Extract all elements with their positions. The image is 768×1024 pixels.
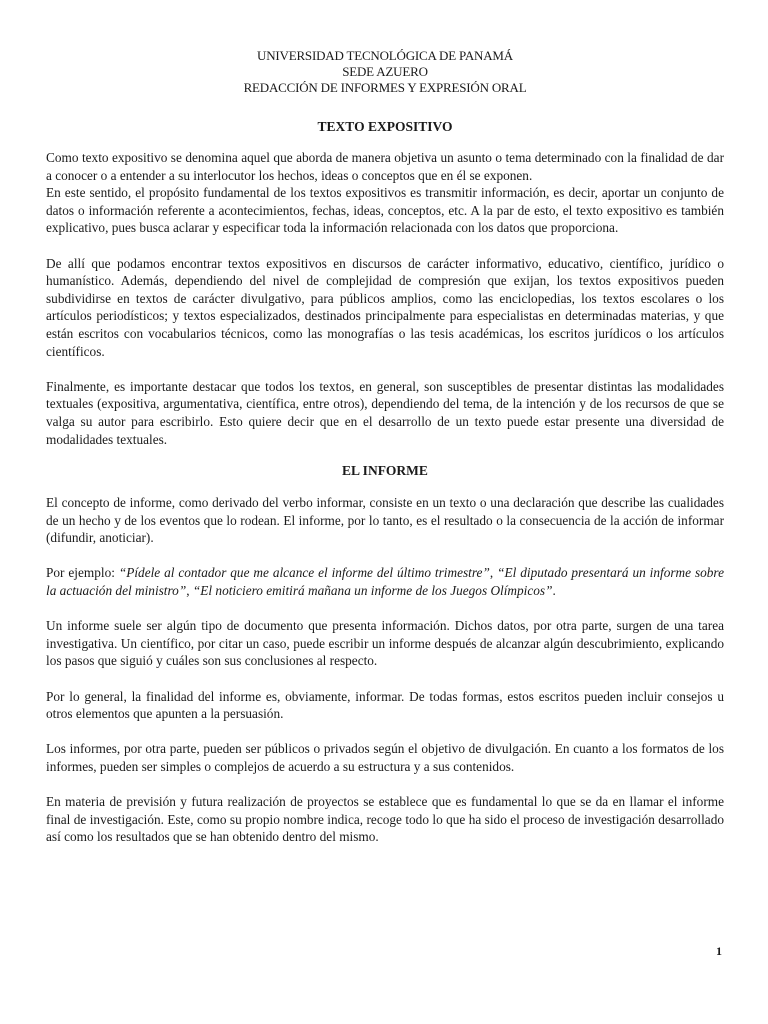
paragraph: Finalmente, es importante destacar que todos los textos, en general, son susceptibles de presentar distintas las modalidades textuales (expositiva, argumentativa, científica, entre otros), dependiendo del tema, de la intención y de los recursos de que se valga su autor para escribirlo. Esto quiere decir que en el desarrollo de un texto puede estar presente una diversidad de modalidades textuales. xyxy=(46,378,724,447)
paragraph: De allí que podamos encontrar textos expositivos en discursos de carácter informativo, educativo, científico, jurídico o humanístico. Además, dependiendo del nivel de complejidad de compresión que exijan, los textos expositivos pueden subdividirse en textos de carácter divulgativo, para públicos amplios, como las enciclopedias, los textos escolares o los artículos periodísticos; y textos especializados, destinados principalmente para especialistas en determinadas materias, y que están escritos con vocabularios técnicos, como las monografías o las tesis académicas, los escritos jurídicos o los artículos científicos. xyxy=(46,255,724,359)
campus-name: SEDE AZUERO xyxy=(342,64,428,79)
section-title-el-informe: EL INFORME xyxy=(342,463,428,479)
paragraph: En materia de previsión y futura realización de proyectos se establece que es fundamental lo que se da en llamar el informe final de investigación. Este, como su propio nombre indica, recoge todo lo que ha sido el proceso de investigación desarrollado así como los resultados que se han obtenido dentro del mismo. xyxy=(46,794,724,845)
document-header xyxy=(46,48,724,96)
paragraph: Como texto expositivo se denomina aquel que aborda de manera objetiva un asunto o tema determinado con la finalidad de dar a conocer o a entender a su interlocutor los hechos, ideas o conceptos que en él se exponen. xyxy=(46,150,724,183)
section-title-texto-expositivo: TEXTO EXPOSITIVO xyxy=(317,119,453,134)
example-quote: “El diputado presentará un informe sobre la actuación del ministro” xyxy=(46,565,724,599)
course-name: REDACCIÓN DE INFORMES Y EXPRESIÓN ORAL xyxy=(243,80,527,95)
period: . xyxy=(552,583,556,599)
separator: , xyxy=(186,583,193,599)
paragraph: En este sentido, el propósito fundamental de los textos expositivos es transmitir información, es decir, aportar un conjunto de datos o información referente a acontecimientos, fechas, ideas, conceptos, etc. A la par de esto, el texto expositivo es también explicativo, pues busca aclarar y especificar toda la información relacionada con los datos que proporciona. xyxy=(46,185,724,236)
examples-paragraph xyxy=(46,564,724,599)
separator: , xyxy=(489,565,498,581)
example-quote: “El noticiero emitirá mañana un informe de los Juegos Olímpicos” xyxy=(192,583,553,599)
paragraph: Por lo general, la finalidad del informe es, obviamente, informar. De todas formas, estos escritos pueden incluir consejos u otros elementos que apunten a la persuasión. xyxy=(46,688,724,722)
examples-lead: Por ejemplo: xyxy=(46,565,119,581)
document-page xyxy=(46,48,724,846)
university-name: UNIVERSIDAD TECNOLÓGICA DE PANAMÁ xyxy=(257,48,513,63)
page-number: 1 xyxy=(716,944,722,958)
paragraph: Los informes, por otra parte, pueden ser públicos o privados según el objetivo de divulgación. En cuanto a los formatos de los informes, pueden ser simples o complejos de acuerdo a su estructura y a sus contenidos. xyxy=(46,741,724,774)
paragraph: Un informe suele ser algún tipo de documento que presenta información. Dichos datos, por otra parte, surgen de una tarea investigativa. Un científico, por citar un caso, puede escribir un informe después de alcanzar algún descubrimiento, explicando los pasos que siguió y cuáles son sus conclusiones al respecto. xyxy=(46,618,724,669)
example-quote: “Pídele al contador que me alcance el informe del último trimestre” xyxy=(118,565,490,581)
paragraph: El concepto de informe, como derivado del verbo informar, consiste en un texto o una declaración que describe las cualidades de un hecho y de los eventos que lo rodean. El informe, por lo tanto, es el resultado o la consecuencia de la acción de informar (difundir, anoticiar). xyxy=(46,495,724,546)
